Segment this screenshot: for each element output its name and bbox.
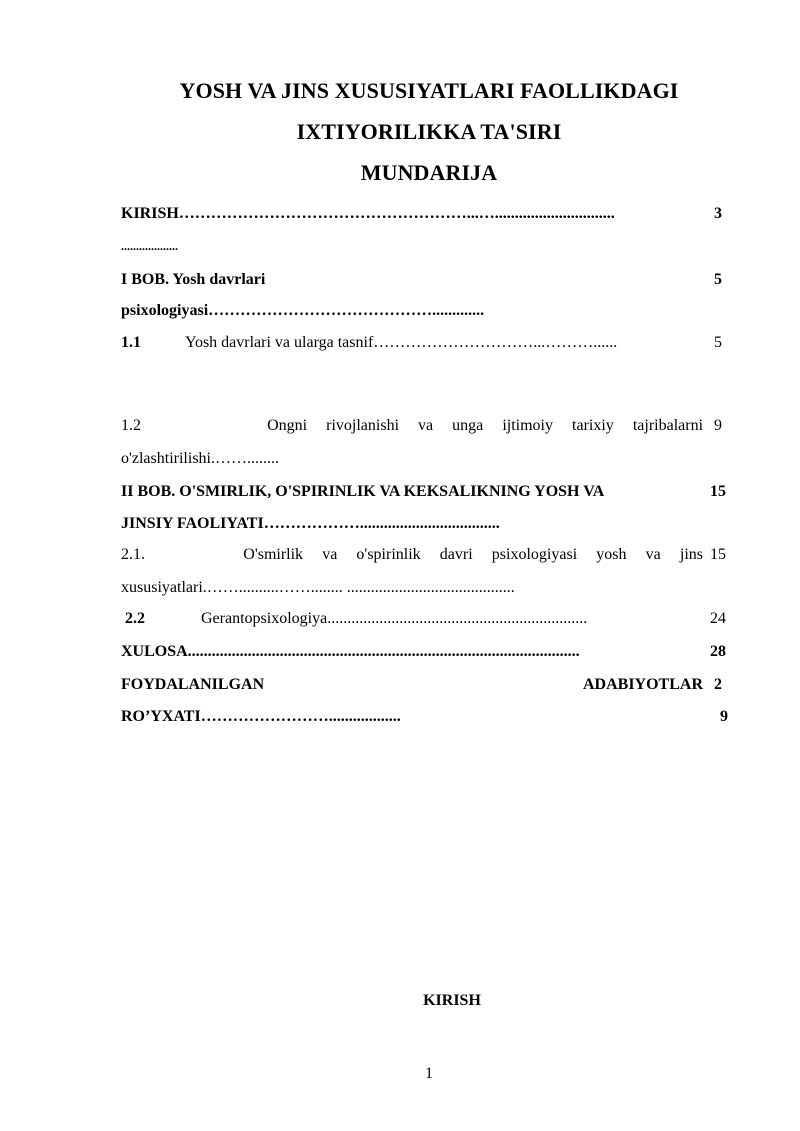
section-title: Yosh davrlari va ularga tasnif…………………………...………...... [185,334,618,351]
toc-entry-references-line2: RO’YXATI…………………….................. [121,708,401,725]
toc-page-section-2-1: 15 [710,546,726,563]
toc-entry-section-2-2 [125,609,707,629]
section-title: O'smirlik va o'spirinlik davri psixologiyasi yosh va jins [243,546,704,563]
toc-entry-bob1-line2: psixologiyasi……………………………………............. [121,302,485,319]
toc-entry-bob1-line1: I BOB. Yosh davrlari [121,271,266,288]
toc-entry-bob2-line2: JINSIY FAOLIYATI………………................................... [121,515,500,532]
toc-page-bob1: 5 [714,271,722,288]
section-number: 2.1. [121,546,145,563]
section-number: 1.2 [121,417,141,434]
toc-entry-references-line1 [121,675,703,695]
toc-entry-section-1-2-line1 [121,416,703,436]
toc-page-references-part1: 2 [714,676,722,693]
toc-page-xulosa: 28 [710,643,726,660]
toc-page-section-2-2: 24 [710,610,726,627]
section-title: Gerantopsixologiya................................................................. [201,610,588,627]
toc-entry-section-2-1-line1 [121,545,703,565]
toc-heading: MUNDARIJA [360,160,498,185]
toc-page-section-1-2: 9 [714,417,722,434]
page-number: 1 [425,1065,433,1082]
toc-page-kirish: 3 [714,205,722,222]
toc-entry-xulosa: XULOSA.................................................................................................. [121,643,580,660]
section-number: 1.1 [121,334,141,351]
toc-entry-bob2-line1: II BOB. O'SMIRLIK, O'SPIRINLIK VA KEKSALIKNING YOSH VA [121,483,605,500]
toc-page-references-part2: 9 [720,708,728,725]
section-number: 2.2 [125,610,145,627]
toc-entry-kirish-continuation: ................... [121,239,178,253]
toc-entry-section-1-1 [121,333,703,353]
toc-page-bob2: 15 [710,483,726,500]
document-title-line-2: IXTIYORILIKKA TA'SIRI [296,119,562,144]
references-word-2: ADABIYOTLAR [582,676,703,693]
document-title-line-1: YOSH VA JINS XUSUSIYATLARI FAOLLIKDAGI [179,78,679,103]
section-heading-kirish: KIRISH [423,992,481,1009]
toc-entry-section-2-1-line2: xususiyatlari.……..........……........ .......................................... [121,579,515,596]
toc-entry-kirish: KIRISH………………………………………………...….............................. [121,205,615,222]
section-title: Ongni rivojlanishi va unga ijtimoiy tarixiy tajribalarni [267,417,704,434]
toc-page-section-1-1: 5 [714,334,722,351]
toc-entry-section-1-2-line2: o'zlashtirilishi.……........ [121,450,279,467]
references-word-1: FOYDALANILGAN [121,676,265,693]
